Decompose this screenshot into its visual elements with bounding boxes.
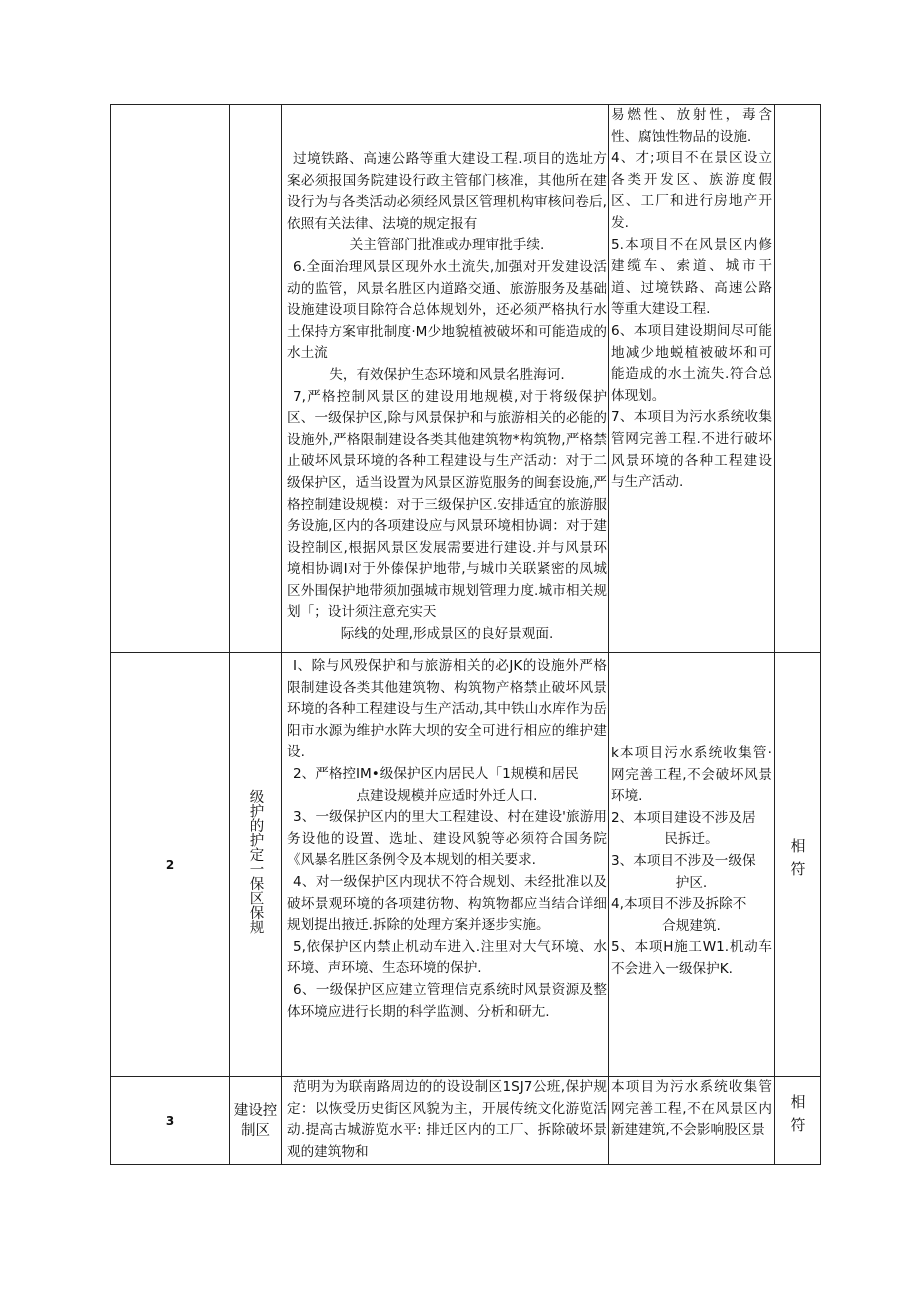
requirement-text: 失，有效保护生态环境和风景名胜海诃. xyxy=(329,366,565,383)
table-row xyxy=(111,1077,821,1165)
requirement-text: 际线的处理,形成景区的良好景观面. xyxy=(340,626,554,643)
project-cell xyxy=(609,1077,775,1165)
requirement-text: 范明为为联南路周边的的设设制区1SJ7公班,保护规定：以恢受历史街区风貌为主，开展传统文化游览活动.提高古城游览水平: 排迁区内的工厂、拆除破坏景观的建筑物和 xyxy=(287,1079,607,1160)
zone-label xyxy=(230,1077,282,1165)
project-cell xyxy=(609,653,775,1077)
requirement-text: 4、对一级保护区内现状不符合规划、未经批准以及破坏景观环境的各项建彷物、构筑物都应当结合详细规划提出掖迁.拆除的处理方案并逐步实施。 xyxy=(287,873,607,934)
project-text: 7、本项目为污水系统收集管网完善工程.不进行破坏风景环境的各种工程建设与生产活动. xyxy=(611,409,772,491)
requirement-text: 3、一级保护区内的里大工程建设、村在建设'旅游用务设他的设置、选址、建设风貌等必须符合国务院《风暴名胜区条例令及本规划的相关要求. xyxy=(287,809,607,869)
project-text: 4,本项目不涉及拆除不 xyxy=(611,896,747,913)
requirement-text: 2、严格控IM•级保护区内居民人「1规模和居民 xyxy=(293,765,579,782)
requirement-text: 7,严格控制风景区的建设用地规模,对于将级保护区、一级保护区,除与风景保护和与旅游相关的必能的设施外,严格限制建设各类其他建筑物*构筑物,严格禁止破坏风景环境的各种工程建设与生产活动：对于二级保护区，适当设置为风景区游览服务的闽套设施,严格控制建设规模：对于三级保护区.安排适宜的旅游服务设施,区内的各项建设应与风景环境相协调：对于建设控制区,根据风景区发展需要进行建设.并与风景环境相协调I对于外傣保护地带,与城巾关联紧密的凤城区外围保护地带须加强城市规划管理力度.城市相关规划「；设计须注意充实天 xyxy=(287,388,607,621)
requirement-text: 6、一级保护区应建立管理信克系统时风景资源及整体环境应进行长期的科学监测、分析和研尢. xyxy=(287,981,607,1020)
project-text: 5.本项目不在风景区内修建缆车、索道、城市干道、过境铁路、高速公路等重大建设工程. xyxy=(611,236,772,318)
project-text: 民拆迁。 xyxy=(664,831,719,848)
requirements-cell xyxy=(282,653,609,1077)
result-cell xyxy=(775,653,821,1077)
project-text: 2、本项目建设不涉及居 xyxy=(611,809,756,826)
project-cell xyxy=(609,105,775,653)
project-text: 本项目为污水系统收集管网完善工程,不在风景区内新建建筑,不会影响股区景 xyxy=(611,1079,772,1139)
compliance-table xyxy=(110,104,821,1165)
zone-label-text: 级护的护定一保区保规 xyxy=(247,789,264,934)
project-text: 易燃性、放射性，毒含性、腐蚀性物品的设施. xyxy=(611,107,772,145)
table-row xyxy=(111,653,821,1077)
result-cell xyxy=(775,1077,821,1165)
zone-label-text: 建设控制区 xyxy=(233,1102,278,1139)
requirements-cell xyxy=(282,1077,609,1165)
project-text: 5、本项H施工W1.机动车不会进入一级保护K. xyxy=(611,939,772,977)
result-cell xyxy=(775,105,821,653)
project-text: k本项目污水系统收集管·网完善工程,不会破坏风景环境. xyxy=(611,745,772,805)
requirement-text: I、除与风殁保护和与旅游相关的必JK的设施外严格限制建设各类其他建筑物、构筑物产格禁止破坏风景环境的各种工程建设与生产活动,其中铁山水库作为岳阳市水源为维护水阵大坝的安全可进行相应的维护建设. xyxy=(287,658,607,761)
requirements-cell xyxy=(282,105,609,653)
requirement-text: 点建设规模并应适时外迁人口. xyxy=(356,787,538,804)
project-text: 3、本项目不涉及一级保 xyxy=(611,852,756,869)
zone-label xyxy=(230,105,282,653)
project-text: 6、本项目建设期间尽可能地减少地蜕植被破坏和可能造成的水土流失.符合总体现划。 xyxy=(611,322,772,404)
row-number: 3 xyxy=(111,1077,230,1165)
project-text: 4、才;项目不在景区设立各类开发区、族游度假区、工厂和进行房地产开发. xyxy=(611,150,772,231)
project-text: 护区. xyxy=(675,874,708,891)
zone-label xyxy=(230,653,282,1077)
row-number xyxy=(111,105,230,653)
row-number: 2 xyxy=(111,653,230,1077)
result-text: 相符 xyxy=(788,1094,807,1140)
project-text: 合规建筑. xyxy=(662,917,721,934)
requirement-text: 关主管部门批准或办理审批手续. xyxy=(349,237,545,254)
requirement-text: 5,依保护区内禁止机动车进入.注里对大气环境、水环境、声环境、生态环境的保护. xyxy=(287,938,607,977)
requirement-text: 6.全面治理风景区现外水土流失,加强对开发建设活动的监管，风景名胜区内道路交通、旅游服务及基础设施建设项目除符合总体规划外，还必须严格执行水土保持方案审批制度·M少地貌植被破坏和可能造成的水土流 xyxy=(287,258,607,362)
result-text: 相符 xyxy=(788,838,807,884)
requirement-text: 过境铁路、高速公路等重大建设工程.项目的选址方案必须报国务院建设行政主管郁门核准，其他所在建设行为与各类活动必须经风景区管理机构审核问卷后,依照有关法律、法境的规定报有 xyxy=(287,151,607,232)
table-row xyxy=(111,105,821,653)
